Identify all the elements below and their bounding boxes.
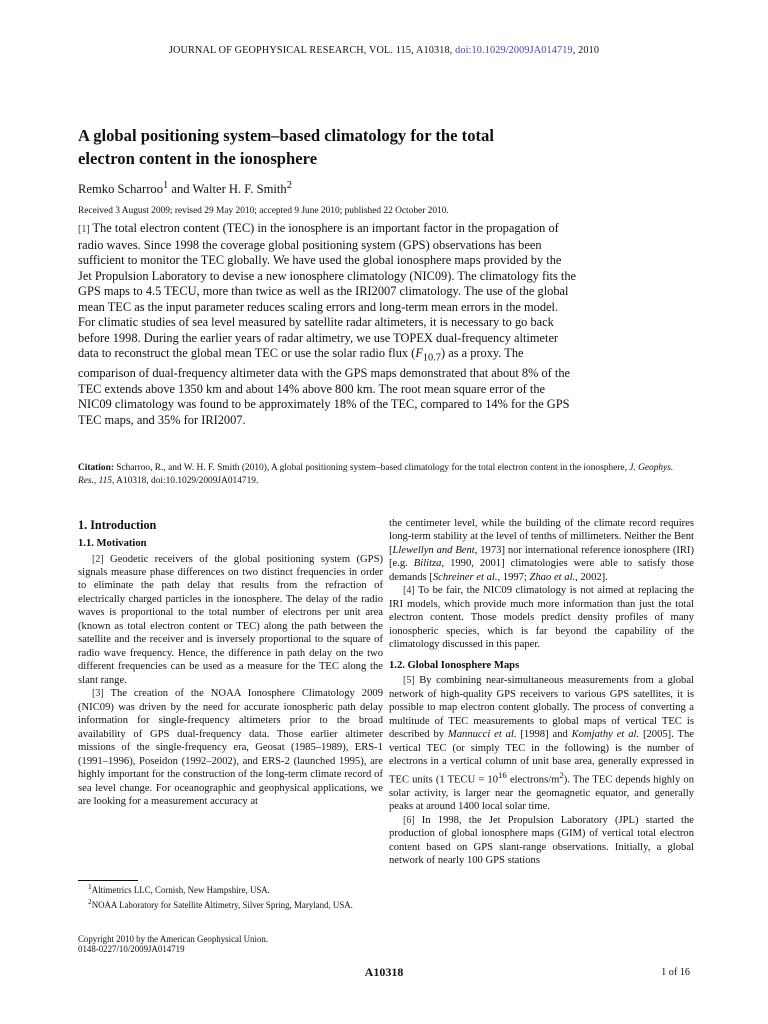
copyright-line: Copyright 2010 by the American Geophysical Union.: [78, 934, 269, 944]
paragraph-text: , 1973] nor international reference ionosphere (IRI) [e.g.: [389, 544, 694, 570]
paragraph-text: ). The TEC depends highly on solar activity, is larger near the geomagnetic equator, and generally peaks at around 1400 local solar time.: [389, 774, 694, 813]
paragraph-5: [389, 674, 694, 813]
reference-link[interactable]: Komjathy et al.: [571, 729, 640, 741]
reference-link[interactable]: Llewellyn and Bent: [392, 544, 475, 556]
paragraph-text: By combining near-simultaneous measurements from a global network of high-quality GPS receivers to various GPS satellites, it is possible to map electron content globally. The process of converting a multitude of TEC measurements to global maps of vertical TEC is described by: [389, 675, 694, 741]
paragraph-3: [78, 687, 383, 808]
citation-separator: ,: [93, 475, 99, 486]
paragraph-continued: [389, 517, 694, 584]
flux-symbol: F: [415, 346, 423, 361]
title-line-1: A global positioning system–based climatology for the total: [78, 126, 494, 145]
author-2-affiliation: 2: [286, 180, 292, 191]
citation-volume: 115: [98, 475, 112, 486]
paragraph-number: [6]: [403, 814, 415, 826]
citation-label: Citation:: [78, 463, 114, 473]
author-list: [78, 180, 292, 197]
author-2: Walter H. F. Smith: [192, 182, 287, 197]
paragraph-text: [2005]. The vertical TEC (or simply TEC in the following) is the number of electrons in a vertical column of unit base area, generally expressed in TEC units (1 TECU = 10: [389, 729, 694, 786]
citation-text-1: Scharroo, R., and W. H. F. Smith (2010), A global positioning system–based climatology for the total electron content in the ionosphere,: [113, 463, 630, 473]
journal-header: [0, 45, 768, 56]
title-line-2: electron content in the ionosphere: [78, 149, 318, 168]
reference-link[interactable]: Zhao et al.: [529, 571, 576, 583]
reference-link[interactable]: Mannucci et al.: [447, 729, 517, 741]
article-number: A10318: [364, 965, 404, 979]
author-1: Remko Scharroo: [78, 182, 163, 197]
left-column: [78, 517, 383, 809]
superscript: 16: [498, 769, 507, 780]
journal-year: , 2010: [572, 45, 600, 56]
paragraph-text: , 2002].: [575, 571, 608, 583]
footnote-text: NOAA Laboratory for Satellite Altimetry, Silver Spring, Maryland, USA.: [91, 900, 353, 911]
paragraph-text: [1998] and: [516, 729, 572, 741]
paragraph-number: [2]: [92, 553, 104, 565]
footnote-marker: 1: [88, 882, 92, 891]
footnote-1: [78, 881, 383, 896]
paragraph-text: In 1998, the Jet Propulsion Laboratory (JPL) started the production of global ionosphere maps (GIM) of vertical total electron content based on GPS slant-range observations. Initially, a global network of nearly 100 GPS stations: [389, 814, 694, 867]
paragraph-text: , 1997;: [497, 571, 530, 583]
paragraph-number: [3]: [92, 688, 104, 700]
footnotes: [78, 881, 383, 912]
subsection-heading: 1.1. Motivation: [78, 538, 147, 549]
citation-journal: J. Geophys. Res.: [78, 463, 674, 486]
paper-title: [78, 124, 698, 170]
author-1-affiliation: 1: [163, 180, 169, 191]
footnote-text: Altimetrics LLC, Cornish, New Hampshire, USA.: [91, 884, 270, 895]
paragraph-text: the centimeter level, while the building of the climate record requires long-term stability at the level of tenths of millimeters. Neither the Bent [: [389, 518, 694, 556]
flux-subscript: 10.7: [422, 352, 441, 364]
right-column: [389, 517, 694, 868]
copyright: [78, 934, 383, 955]
abstract-text-2: ) as a proxy. The comparison of dual-frequency altimeter data with the GPS maps demonstrated that about 8% of the TEC extends above 1350 km and about 14% above 800 km. The root mean square error of the NIC09 climatology was found to be approximately 18% of the TEC, compared to 14% for the GPS TEC maps, and 35% for IRI2007.: [78, 346, 571, 428]
footnote-marker: 2: [88, 897, 92, 907]
paragraph-text: Geodetic receivers of the global positioning system (GPS) signals measure phase differences on two distinct frequencies in order to eliminate the path delay that results from the refraction of electrically charged particles in the ionosphere. The delay of the radio waves is proportional to the total number of electrons per unit area (known as total electron content or TEC) along the path between the satellite and the receiver and is inversely proportional to the square of radio wave frequency. Hence, the difference in path delay on the two different frequencies can be used as a measure for the TEC along the slant range.: [78, 553, 383, 686]
abstract: [78, 221, 578, 429]
author-conjunction: and: [168, 182, 193, 197]
paragraph-number: [5]: [403, 675, 415, 687]
issn-line: 0148-0227/10/2009JA014719: [78, 944, 185, 955]
superscript: 2: [559, 769, 564, 780]
paragraph-number: [4]: [403, 585, 415, 597]
journal-name: JOURNAL OF GEOPHYSICAL RESEARCH, VOL. 115, A10318,: [168, 45, 456, 56]
paragraph-text: electrons/m: [506, 774, 560, 786]
citation-text-2: , A10318, doi:10.1029/2009JA014719.: [111, 475, 259, 486]
paragraph-text: , 1990, 2001] climatologies were able to satisfy those demands [: [389, 558, 694, 583]
reference-link[interactable]: Schreiner et al.: [432, 571, 498, 583]
paragraph-4: [389, 584, 694, 651]
page-number: 1 of 16: [661, 967, 690, 978]
citation: [78, 462, 690, 487]
doi-link[interactable]: doi:10.1029/2009JA014719: [455, 45, 573, 56]
subsection-heading: 1.2. Global Ionosphere Maps: [389, 659, 520, 671]
paragraph-number: [1]: [78, 224, 90, 235]
reference-link[interactable]: Bilitza: [413, 558, 442, 570]
paragraph-6: [389, 814, 694, 868]
abstract-text-1: The total electron content (TEC) in the ionosphere is an important factor in the propagation of radio waves. Since 1998 the coverage global positioning system (GPS) observations has been sufficient to monitor the TEC globally. We have used the global ionosphere maps provided by the Jet Propulsion Laboratory to devise a new ionosphere climatology (NIC09). The climatology fits the GPS maps to 4.5 TECU, more than twice as well as the IRI2007 climatology. The use of the global mean TEC as the input parameter reduces scaling errors and long-term mean errors in the model. For climatic studies of sea level measured by satellite radar altimeters, it is necessary to go back before 1998. During the earlier years of radar altimetry, we use TOPEX dual-frequency altimeter data to reconstruct the global mean TEC or use the solar radio flux (: [78, 221, 577, 361]
footnote-2: [78, 896, 383, 911]
paragraph-text: The creation of the NOAA Ionosphere Climatology 2009 (NIC09) was driven by the need for accurate ionospheric path delay information for single-frequency altimeters prior to the broad availability of GPS dual-frequency data. Those earlier altimeter missions of the single-frequency era, Geosat (1985–1989), ERS-1 (1991–1996), Poseidon (1992–2002), and ERS-2 (launched 1995), are highly important for the construction of the long-term climate record of sea level change. For oceanographic and geophysical applications, we are looking for a measurement accuracy at: [78, 688, 383, 808]
received-dates: Received 3 August 2009; revised 29 May 2010; accepted 9 June 2010; published 22 October 2010.: [78, 206, 449, 216]
paragraph-text: To be fair, the NIC09 climatology is not aimed at replacing the IRI models, which provide much more information than just the total electron content. Those models predict density profiles of many ionospheric species, which is far beyond the capability of the climatology discussed in this paper.: [389, 585, 694, 651]
section-heading: 1. Introduction: [78, 518, 157, 532]
paragraph-2: [78, 553, 383, 688]
